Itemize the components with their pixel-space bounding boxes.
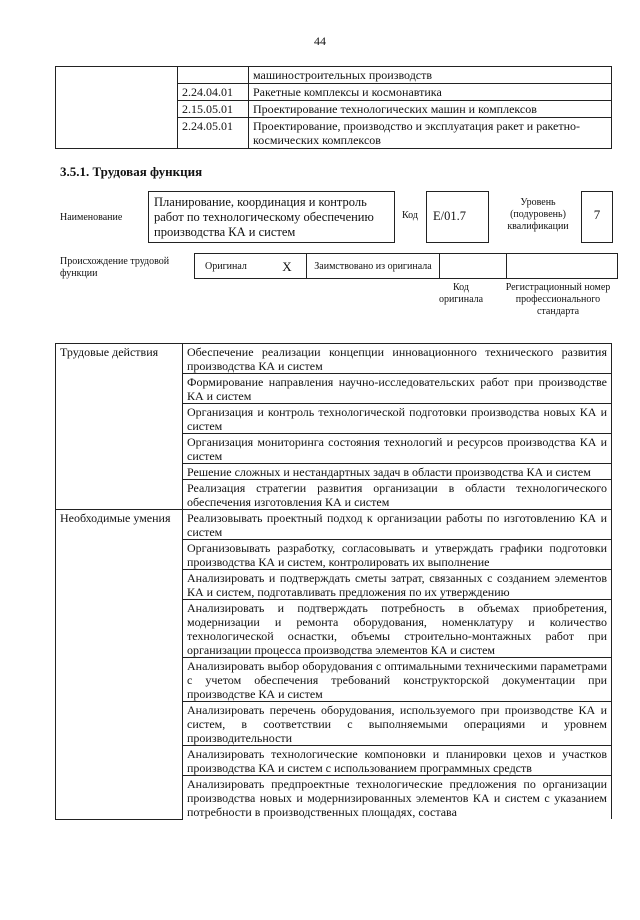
name-label: Наименование <box>60 212 123 223</box>
skill-item: Организовывать разработку, согласовывать и утверждать графики подготовки производства КА и систем, контролировать их выполнение <box>183 540 612 570</box>
okso-code: 2.24.04.01 <box>178 84 249 101</box>
skill-item: Анализировать предпроектные технологические предложения по организации производства новых и модернизированных элементов КА и систем с указанием потребности в производственных площадях, состава <box>183 776 612 820</box>
okso-code <box>178 67 249 84</box>
labor-action-item: Формирование направления научно-исследовательских работ при производстве КА и систем <box>183 374 612 404</box>
skill-item: Реализовывать проектный подход к организации работы по изготовлению КА и систем <box>183 510 612 540</box>
labor-action-item: Организация и контроль технологической подготовки производства новых КА и систем <box>183 404 612 434</box>
skill-item: Анализировать и подтверждать потребность в объемах приобретения, модернизации и ремонта оборудования, номенклатуру и количество технологической оснастки, объемы строительно-монтажных работ при организации процесса производства элементов КА и систем <box>183 600 612 658</box>
okso-empty-cell <box>56 67 178 149</box>
origin-label: Происхождение трудовой функции <box>60 256 170 279</box>
section-title: 3.5.1. Трудовая функция <box>60 164 203 179</box>
original-label: Оригинал <box>195 254 269 279</box>
skill-item: Анализировать технологические компоновки и планировки цехов и участков производства КА и систем с использованием программных средств <box>183 746 612 776</box>
okso-code: 2.24.05.01 <box>178 118 249 149</box>
okso-name: Проектирование, производство и эксплуатация ракет и ракетно-космических комплексов <box>249 118 612 149</box>
labor-action-item: Организация мониторинга состояния технологий и ресурсов производства КА и систем <box>183 434 612 464</box>
table-row <box>195 254 618 279</box>
okso-table <box>55 66 612 149</box>
code-original-label: Код оригинала <box>438 282 484 305</box>
skills-label: Необходимые умения <box>56 510 183 820</box>
okso-name: машиностроительных производств <box>249 67 612 84</box>
table-row <box>56 344 612 374</box>
skill-item: Анализировать перечень оборудования, используемого при производстве КА и систем, в соответствии с выполняемыми операциями и уровнем производительности <box>183 702 612 746</box>
labor-action-item: Обеспечение реализации концепции инновационного технического развития производства КА и систем <box>183 344 612 374</box>
okso-code: 2.15.05.01 <box>178 101 249 118</box>
labor-action-item: Решение сложных и нестандартных задач в области производства КА и систем <box>183 464 612 480</box>
qualification-level: 7 <box>581 191 613 243</box>
code-original-cell <box>440 254 507 279</box>
level-label: Уровень (подуровень) квалификации <box>507 197 569 232</box>
labor-action-item: Реализация стратегии развития организации в области технологического обеспечения изготовления КА и систем <box>183 480 612 510</box>
labor-actions-label: Трудовые действия <box>56 344 183 510</box>
table-row <box>56 67 612 84</box>
code-label: Код <box>402 210 418 221</box>
reg-number-cell <box>507 254 618 279</box>
page-number: 44 <box>314 34 326 48</box>
reg-number-label: Регистрационный номер профессионального стандарта <box>505 282 611 317</box>
function-table <box>55 343 612 820</box>
function-name: Планирование, координация и контроль работ по технологическому обеспечению производства КА и систем <box>148 191 395 243</box>
borrowed-label: Заимствовано из оригинала <box>307 254 440 279</box>
okso-name: Ракетные комплексы и космонавтика <box>249 84 612 101</box>
function-code: E/01.7 <box>426 191 489 243</box>
table-row <box>56 510 612 540</box>
skill-item: Анализировать выбор оборудования с оптимальными техническими параметрами с учетом обеспечения требований конструкторской документации при производстве КА и систем <box>183 658 612 702</box>
okso-name: Проектирование технологических машин и комплексов <box>249 101 612 118</box>
origin-table <box>194 253 618 279</box>
skill-item: Анализировать и подтверждать сметы затрат, связанных с созданием элементов КА и систем, подготавливать предложения по их утверждению <box>183 570 612 600</box>
original-mark: X <box>268 254 307 279</box>
